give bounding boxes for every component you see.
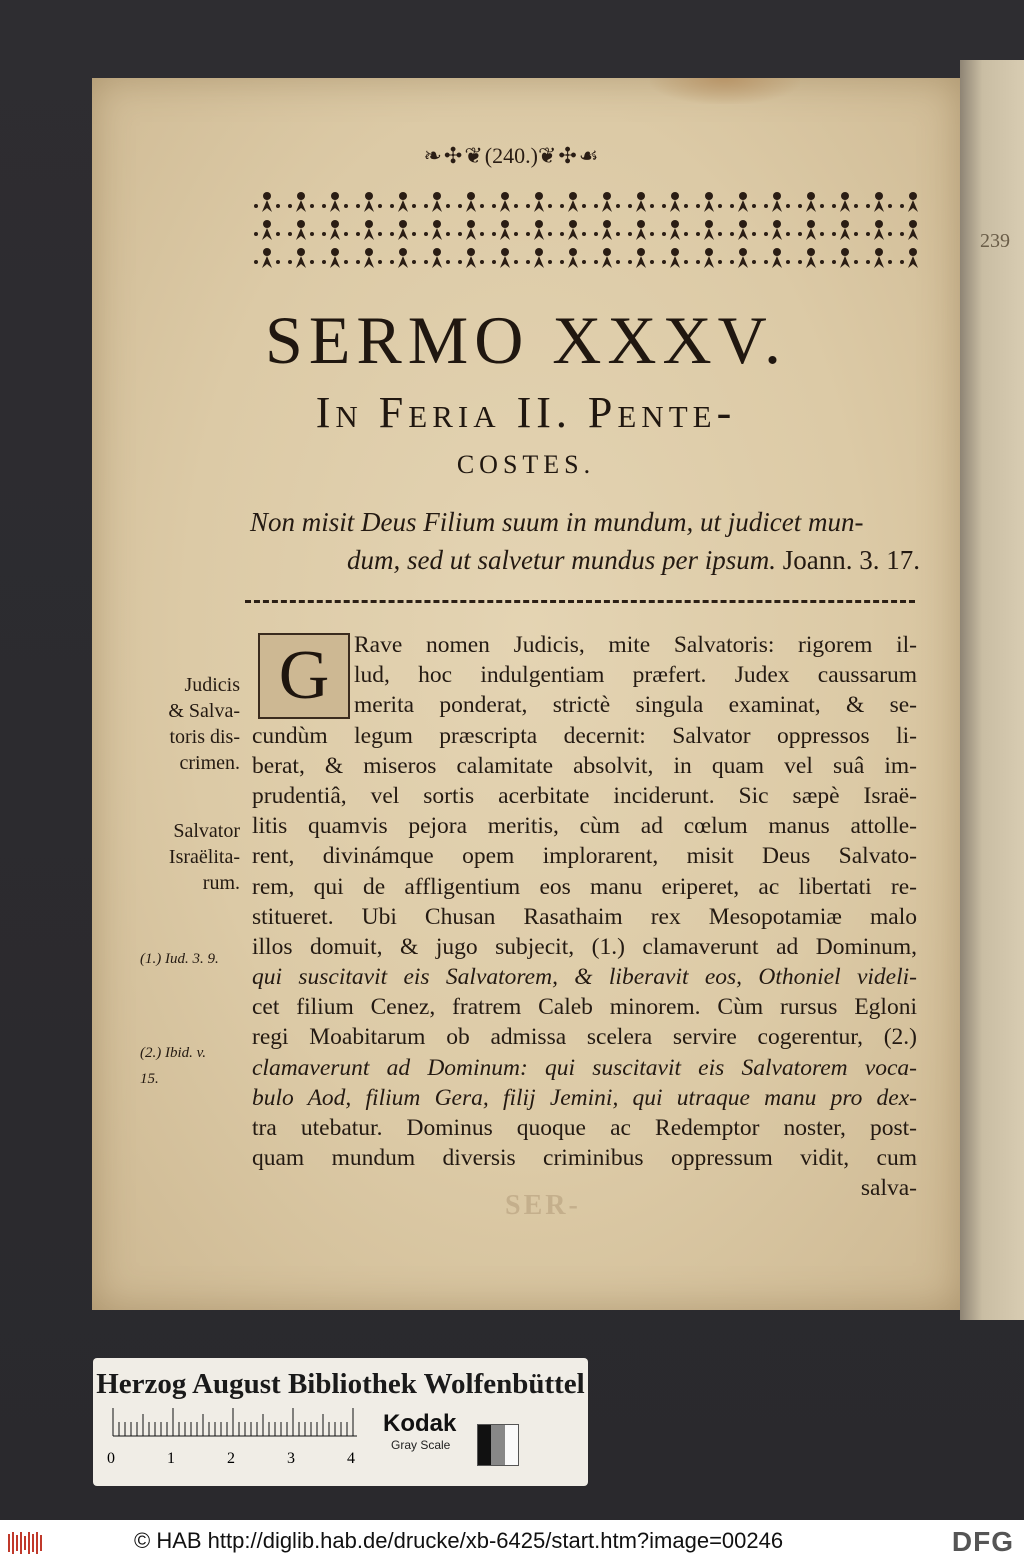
library-label: Herzog August Bibliothek Wolfenbüttel [96,1368,585,1400]
kodak-gray-scale-label: Gray Scale [391,1438,451,1452]
motto-reference: Joann. 3. 17. [776,545,920,575]
body-line: quam mundum diversis criminibus oppressum vidit, cum [252,1145,917,1172]
divider-rule [245,600,915,603]
paper-stain [650,78,800,104]
gray-patch-mid [491,1425,504,1465]
sermon-subtitle-continued: COSTES. [456,450,596,479]
body-line: stitueret. Ubi Chusan Rasathaim rex Mesopotamiæ malo [252,903,917,930]
body-line: cundùm legum præscripta decernit: Salvator oppressos li- [252,722,917,749]
scale-number: 1 [167,1450,175,1467]
kodak-label: Kodak [383,1410,457,1437]
body-line: clamaverunt ad Dominum: qui suscitavit eis Salvatorem voca- [252,1054,917,1081]
body-line: berat, & miseros calamitate absolvit, in quam vel suâ im- [252,752,917,779]
body-line: Rave nomen Judicis, mite Salvatoris: rigorem il- [354,632,917,658]
hab-barcode-logo-icon [8,1532,44,1554]
scale-number: 2 [227,1450,235,1467]
margin-note-line: Judicis [184,674,240,696]
scale-number: 0 [107,1450,115,1467]
margin-note-line: rum. [202,872,240,894]
sermon-body [252,630,917,1204]
motto-line-1: Non misit Deus Filium suum in mundum, ut judicet mun- [250,507,864,537]
motto-line-2 [250,541,920,579]
sermon-subtitle: In Feria II. Pente- [315,388,737,437]
body-line: cet filium Cenez, fratrem Caleb minorem. Cùm rursus Egloni [252,994,917,1021]
gray-patch-white [505,1425,518,1465]
dfg-logo: DFG [951,1526,1014,1557]
copyright-url[interactable]: © HAB http://diglib.hab.de/drucke/xb-6425/start.htm?image=00246 [134,1528,784,1553]
margin-note-line: Israëlita- [168,846,240,868]
margin-note-line: & Salva- [168,700,240,722]
page-number: ❧✣❦(240.)❦✣☙ [423,143,601,168]
margin-reference-1: (1.) Iud. 3. 9. [140,951,219,967]
library-color-card [93,1358,588,1486]
margin-note-line: Salvator [173,820,240,842]
body-line: illos domuit, & jugo subjecit, (1.) clamaverunt ad Dominum, [252,933,917,960]
margin-note-line: crimen. [179,752,240,774]
body-line: tra utebatur. Dominus quoque ac Redemptor noster, post- [252,1115,917,1141]
catchword: salva- [860,1175,917,1202]
adjacent-page-edge: 239 [960,60,1024,1320]
ornament-left-icon: ❧✣❦ [423,143,485,168]
body-line: lud, hoc indulgentiam præfert. Judex caussarum [354,662,917,689]
sermon-title: SERMO XXXV. [265,302,787,378]
show-through-text: SER- [505,1190,581,1221]
gray-scale-patch [477,1424,519,1466]
body-line: prudentiâ, vel sortis acerbitate inciderunt. Sic sæpè Israë- [252,782,917,809]
scale-number: 4 [347,1450,355,1467]
decorative-border-icon [250,188,920,274]
ornament-right-icon: ❦✣☙ [537,143,601,168]
body-line: rem, qui de affligentium eos manu eriperet, ac libertati re- [252,873,917,900]
body-line: merita ponderat, strictè singula examinat, & se- [354,692,917,719]
margin-reference-2 [140,1040,206,1092]
body-line: bulo Aod, filium Gera, filij Jemini, qui utraque manu pro dex- [252,1084,917,1111]
body-line: rent, divinámque opem implorarent, misit Deus Salvato- [252,843,917,870]
body-line: regi Moabitarum ob admissa scelera servire cogerentur, (2.) [252,1024,917,1051]
motto-line-2-italic: dum, sed ut salvetur mundus per ipsum. [347,545,776,575]
scale-ruler-icon [105,1408,365,1478]
margin-note-line: toris dis- [169,726,240,748]
drop-cap-initial: G [258,633,350,719]
gray-patch-black [478,1425,491,1465]
margin-note-salvator [140,818,240,896]
body-line: qui suscitavit eis Salvatorem, & liberavit eos, Othoniel videli- [252,964,917,991]
margin-note-line: 15. [140,1071,159,1087]
body-line: litis quamvis pejora meritis, cùm ad cœlum manus attolle- [252,813,917,840]
scripture-motto [250,503,920,579]
page-number-value: 240 [492,143,526,168]
margin-note-line: (2.) Ibid. v. [140,1045,206,1061]
margin-note-judicis [140,672,240,776]
scale-number: 3 [287,1450,295,1467]
footer-bar [0,1520,1024,1563]
